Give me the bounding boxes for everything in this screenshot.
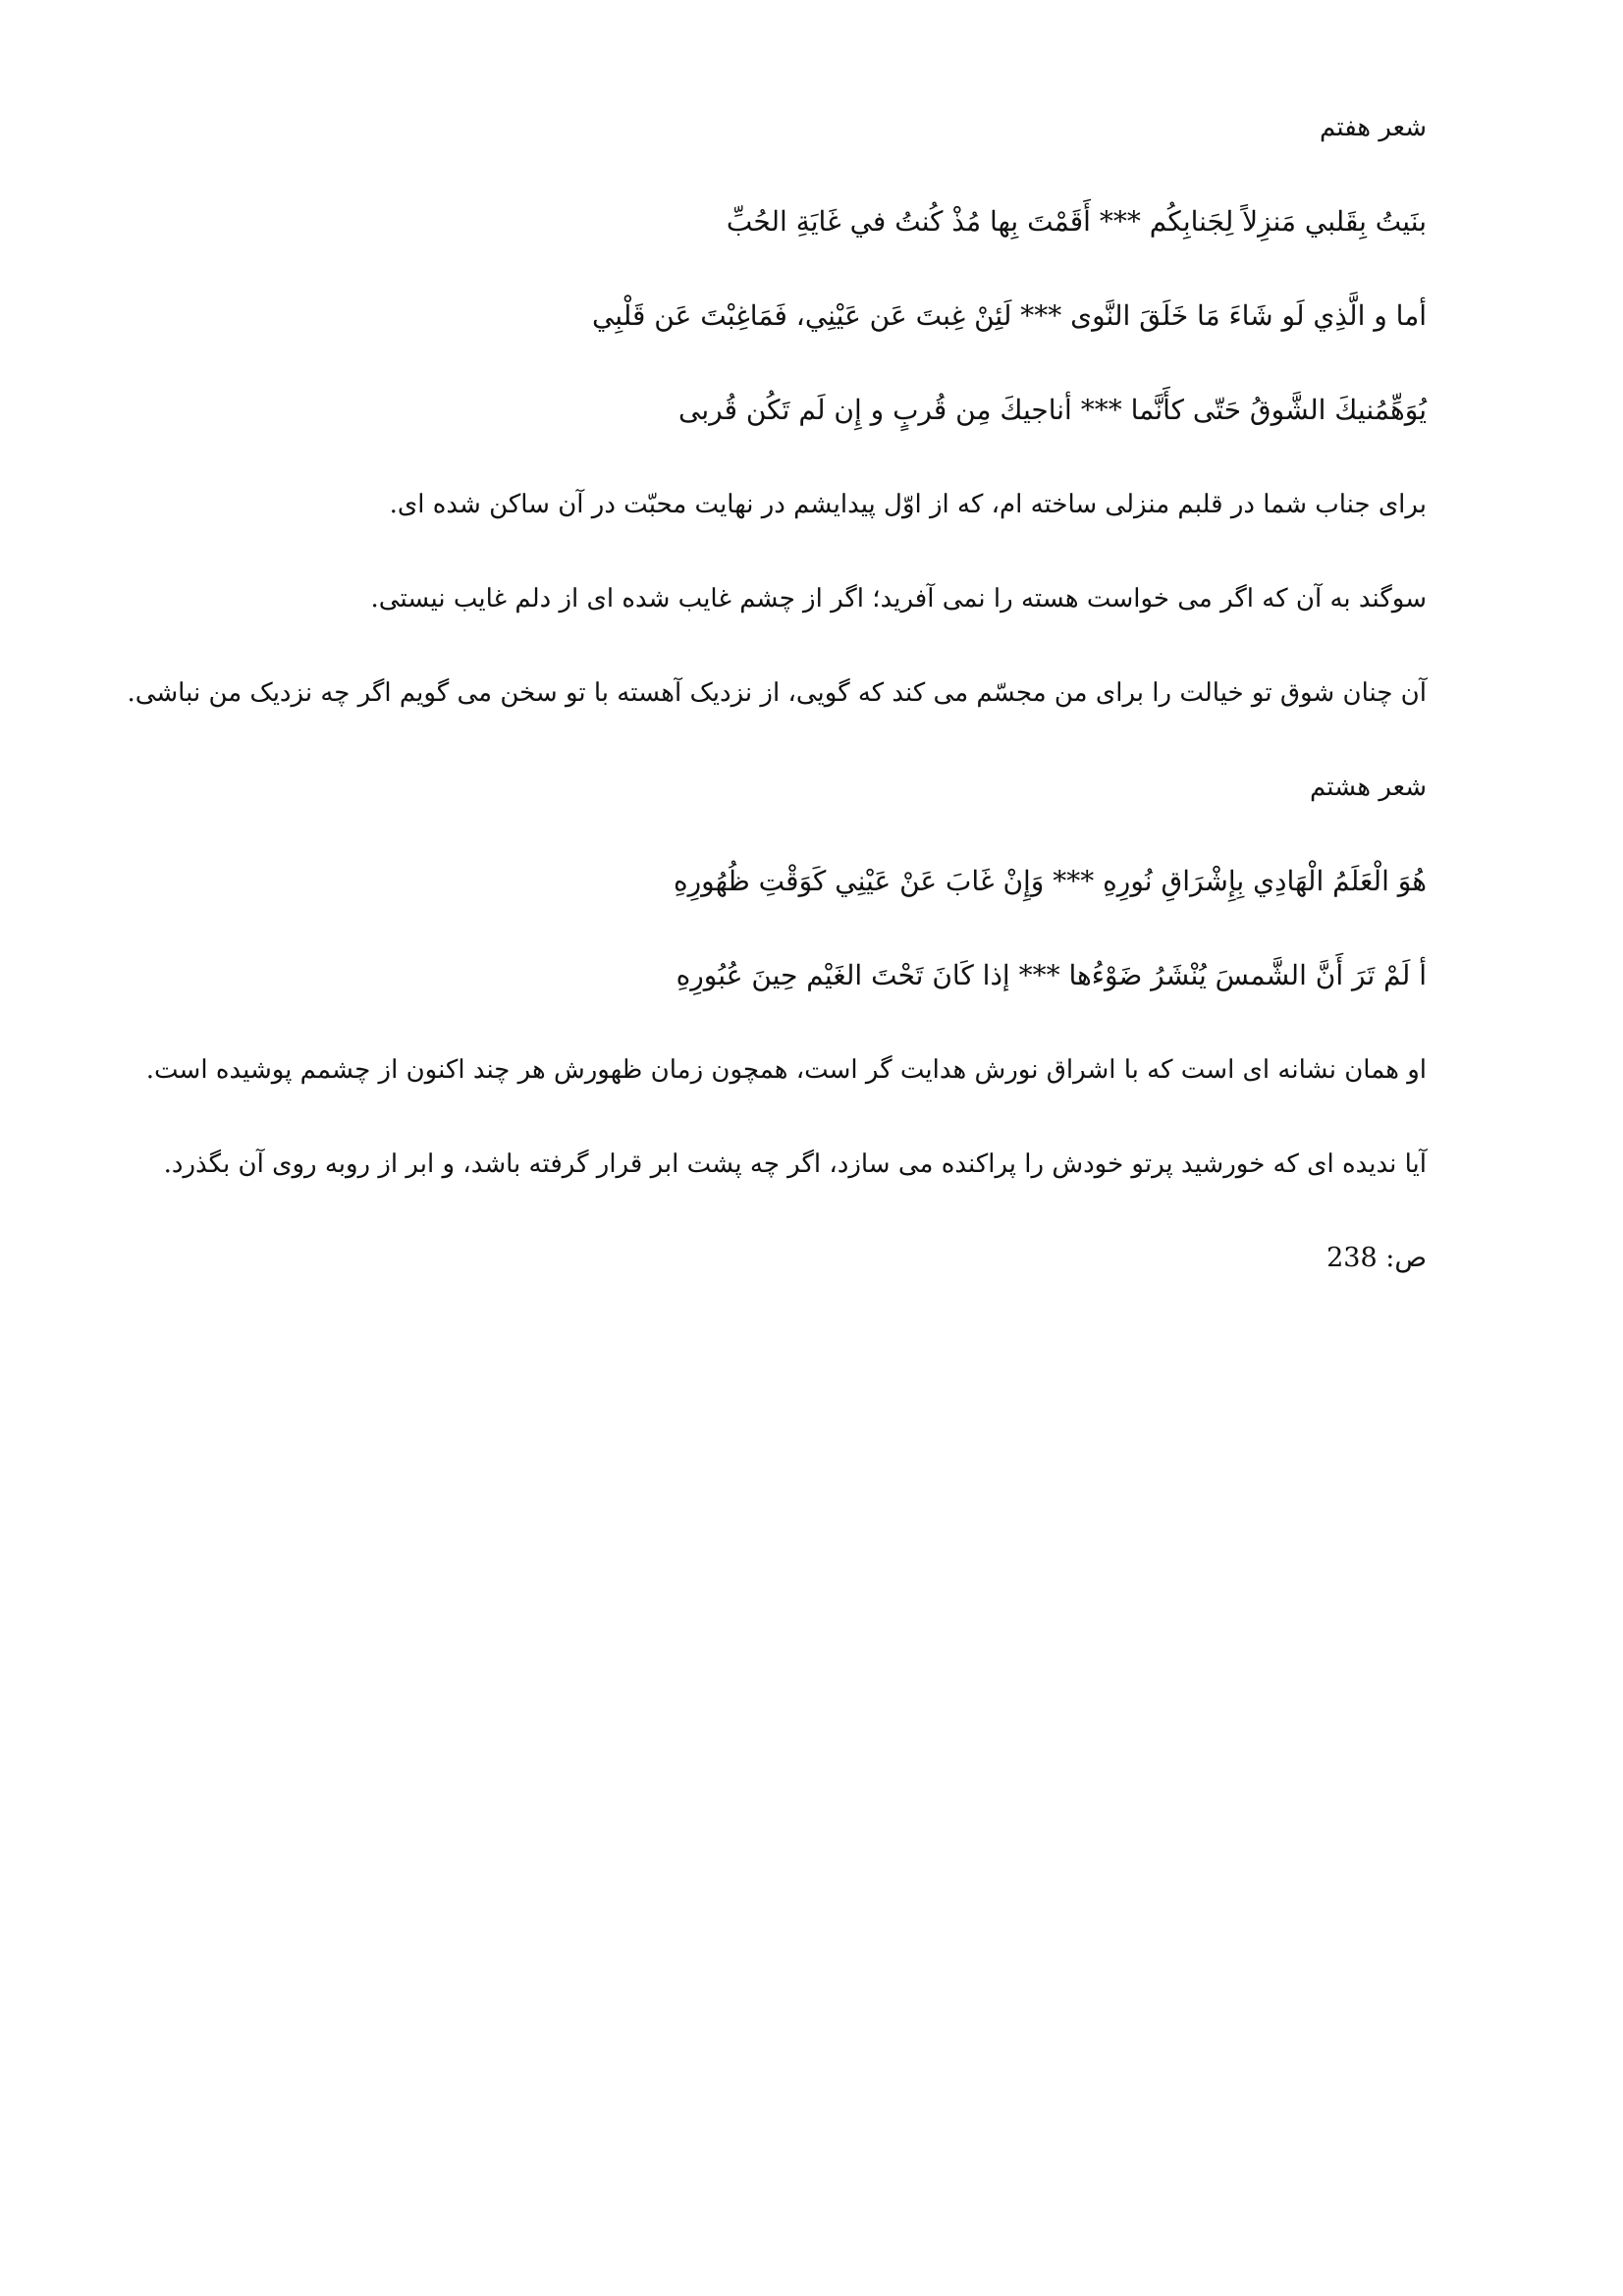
poem-heading-eighth: شعر هشتم (1310, 773, 1427, 802)
verse-line: يُوَهِّمُنيكَ الشَّوقُ حَتّى كأَنَّما *** أناجيكَ مِن قُربٍ و إِن لَم تَكُن قُربى (678, 394, 1427, 426)
verse-line: بنَيتُ بِقَلبي مَنزِلاً لِجَنابِكُم *** أَقَمْتَ بِها مُذْ كُنتُ في غَايَةِ الحُبِّ (726, 205, 1427, 238)
translation-paragraph: برای جناب شما در قلبم منزلی ساخته ام، که از اوّل پیدایشم در نهایت محبّت در آن ساکن شده ای. (389, 490, 1427, 519)
verse-line: أما و الَّذِي لَو شَاءَ مَا خَلَقَ النَّوى *** لَئِنْ غِبتَ عَن عَيْنِي، فَمَاغِبْتَ عَن قَلْبِي (591, 299, 1427, 332)
translation-paragraph: آیا ندیده ای که خورشید پرتو خودش را پراکنده می سازد، اگر چه پشت ابر قرار گرفته باشد، و ابر از روبه روی آن بگذرد. (163, 1149, 1427, 1179)
document-body (127, 108, 1427, 1333)
translation-paragraph: سوگند به آن که اگر می خواست هسته را نمی آفرید؛ اگر از چشم غایب شده ای از دلم غایب نیستی. (370, 584, 1427, 614)
verse-line: أ لَمْ تَرَ أَنَّ الشَّمسَ يُنْشَرُ ضَوْءُها *** إذا كَانَ تَحْتَ الغَيْم حِينَ عُبُورِهِ (676, 959, 1427, 991)
verse-line: هُوَ الْعَلَمُ الْهَادِي بِإِشْرَاقِ نُورِهِ *** وَإِنْ غَابَ عَنْ عَيْنِي كَوَقْتِ ظُهُورِهِ (673, 865, 1427, 897)
translation-paragraph: او همان نشانه ای است که با اشراق نورش هدایت گر است، همچون زمان ظهورش هر چند اکنون از چشمم پوشیده است. (145, 1055, 1427, 1085)
translation-paragraph: آن چنان شوق تو خیالت را برای من مجسّم می کند که گویی، از نزدیک آهسته با تو سخن می گویم اگر چه نزدیک من نباشی. (127, 678, 1427, 708)
page-reference: ص: 238 (1326, 1243, 1427, 1273)
poem-heading-seventh: شعر هفتم (1320, 113, 1427, 142)
